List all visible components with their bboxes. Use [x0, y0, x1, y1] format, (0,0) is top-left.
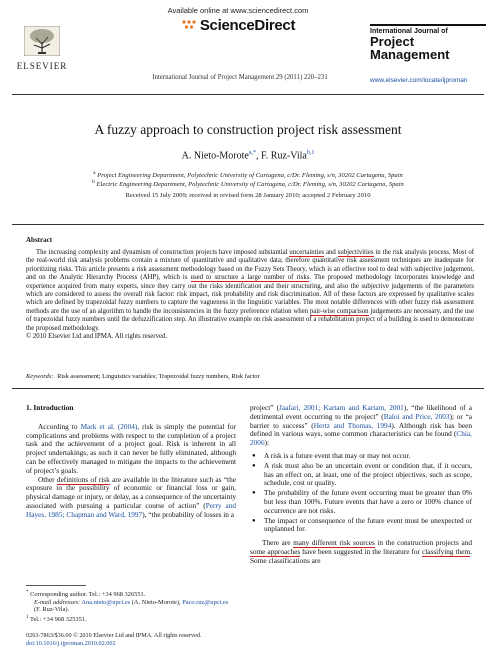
email-link-2[interactable]: Paco.ruz@upct.es: [182, 598, 229, 606]
elsevier-logo: [12, 26, 72, 71]
body-text: ):: [264, 438, 270, 448]
citation-link[interactable]: Jaafari, 2001; Kartam and Kartam, 2001: [279, 403, 404, 412]
author-separator: ,: [256, 150, 262, 162]
body-text: According to: [38, 421, 81, 431]
footnote-tel: [26, 614, 236, 624]
affiliation-a-label: a: [93, 170, 96, 176]
highlight-definitions: definitions of risk: [56, 474, 110, 484]
affiliation-a-text: Project Engineering Department, Polytechnic University of Cartagena, c/Dr. Fleming, s/n, 30202 Cartagena, Spain: [97, 172, 403, 180]
received-dates: Received 15 July 2009; received in revised form 28 January 2010; accepted 2 February 2010: [125, 192, 371, 199]
keywords: [26, 373, 474, 380]
body-text: Other: [38, 474, 57, 484]
author-list: [12, 150, 484, 161]
citation-link[interactable]: Mark et al. (2004): [80, 421, 138, 431]
footnote-emails: [26, 599, 236, 614]
available-online-text: Available online at www.sciencedirect.com: [167, 6, 309, 15]
journal-url-link[interactable]: www.elsevier.com/locate/ijproman: [370, 77, 468, 84]
highlight-uncertainties: uncertainties: [289, 249, 325, 256]
abstract-text: and: [324, 249, 338, 256]
footnote-text: (A. Nieto-Morote),: [130, 598, 183, 606]
elsevier-tree-icon: [24, 26, 60, 56]
abstract-text: judgements are necessary, and the use of trapezoidal fuzzy numbers until the defuzzification step. An illustrative example on risk assessment of a rehabilitation project of a building is used to demonstrate the proposed methodology.: [26, 307, 474, 332]
journal-citation: International Journal of Project Management 29 (2011) 220–231: [152, 74, 328, 81]
body-text: ), “the probability of losses in a: [142, 509, 235, 519]
abstract-top-divider: [12, 224, 484, 225]
abstract-text: The increasing complexity and dynamism of construction projects have imposed substantial: [36, 249, 290, 256]
journal-masthead: [370, 24, 486, 84]
footnote-mark: *: [26, 590, 29, 595]
journal-name-line1: International Journal of: [370, 28, 448, 35]
list-item: ● A risk is a future event that may or may not occur.: [250, 452, 472, 461]
abstract-paragraph: [26, 249, 474, 333]
body-text: ), “the likelihood of a detrimental event occurring to the project” (: [250, 403, 472, 421]
author-2: F. Ruz-Vila: [261, 150, 307, 162]
page-footer: [26, 632, 326, 647]
citation-link[interactable]: Perry and Hayes, 1985; Chapman and Ward, 1997: [26, 500, 237, 519]
highlight-approaches: some approaches: [250, 546, 301, 556]
keywords-label: Keywords:: [26, 373, 54, 380]
email-label: E-mail addresses:: [34, 598, 81, 606]
intro-paragraph-1: [26, 423, 236, 476]
body-text: There are: [262, 538, 294, 548]
abstract-text: in the risk analysis process. Most of the real-world risk analysis problems contain a mixture of quantitative and qualitative data; therefore quantitative risk assessment techniques are inadequate for prioritizing risks. This article presents a risk assessment methodology based on the Fuzzy Sets Theory, which is an effective tool to deal with subjective judgement, and on the Analytic Hierarchy Process (AHP), which is: [26, 249, 474, 282]
body-text: in the construction projects and: [374, 538, 472, 548]
footnotes: [26, 589, 236, 624]
intro-paragraph-3: [250, 404, 472, 448]
author-2-affil[interactable]: b,1: [306, 150, 315, 156]
sciencedirect-header: [148, 6, 328, 34]
abstract-body: [26, 249, 474, 341]
header-divider: [12, 94, 484, 95]
abstract-text: . The proposed methodology incorporates knowledge and experience acquired from many experts, since they carry out the risks identification and their structuring, and also the subjective judgements of the parameters which are considered to assess the overall risk factor: risk impact, risk probability and risk discrimination. All of these factors are expressed by qualitative scales which are defined by trapezoidal fuzzy numbers to capture the vagueness in the linguistic variables. The most notable differences with other fuzzy risk assessment methods are the use of an algorithm to handle the inconsistencies in the fuzzy preference relation when: [26, 274, 474, 315]
citation-link[interactable]: Baloi and Price, 2003: [383, 411, 450, 421]
risk-characteristics-list: [250, 452, 472, 534]
list-item: ● The impact or consequence of the future event must be unexpected or unplanned for.: [250, 517, 472, 535]
intro-paragraph-2: [26, 476, 236, 520]
issn-line: 0263-7863/$36.00 © 2010 Elsevier Ltd and IPMA. All rights reserved.: [26, 632, 202, 639]
article-title: A fuzzy approach to construction project risk assessment: [94, 122, 402, 137]
keywords-text: Risk assessment; Linguistics variables; Trapezoidal fuzzy numbers, Risk factor: [57, 373, 260, 380]
affiliation-b-text: Electric Engineering Department, Polytechnic University of Cartagena, c/Dr. Fleming, s/n, 30202 Cartagena, Spain: [96, 181, 404, 189]
body-text: . Some classifications are: [250, 546, 472, 565]
highlight-subjectivities: subjectivities: [337, 249, 374, 256]
right-column: [250, 404, 472, 566]
sciencedirect-mark-icon: [181, 19, 197, 31]
highlight-risk-sources: many different risk sources: [293, 538, 375, 548]
author-1: A. Nieto-Morote: [181, 150, 249, 162]
body-text: are available in the literature such as “the exposure to the possibility of economic or financial loss or gain, physical damage or injury, or delay, as a consequence of the uncertainty associated with pursuing a particular course of action” (: [26, 474, 236, 510]
publisher-name: ELSEVIER: [16, 61, 68, 71]
affiliation-b-label: b: [92, 179, 95, 185]
footnote-mark: 1: [26, 614, 29, 620]
highlight-pairwise: pair-wise comparison: [309, 307, 369, 315]
highlight-structure-risks: used to structure a large number of risks: [190, 274, 310, 282]
sciencedirect-logo: [148, 17, 328, 34]
footnote-rule: [26, 585, 86, 586]
footnote-text: Tel.: +34 968 325351.: [29, 616, 87, 624]
abstract-heading: Abstract: [26, 236, 53, 244]
footnote-corresponding: [26, 589, 236, 599]
body-text: have been suggested in the literature for: [300, 546, 422, 556]
body-text: ). Although risk has been defined in various ways, some common characteristics can be found (: [250, 420, 472, 439]
masthead-rule: [370, 24, 486, 26]
body-text: project” (: [250, 403, 280, 412]
list-item: ● A risk must also be an uncertain event or condition that, if it occurs, has an effect on, at least, one of the project objectives, such as scope, schedule, cost or quality.: [250, 462, 472, 488]
footnote-text: Corresponding author. Tel.: +34 968 326551.: [30, 591, 146, 599]
body-text: ); or “a barrier to success” (: [250, 411, 472, 430]
section-heading: 1. Introduction: [26, 403, 74, 412]
citation-link[interactable]: Chia, 2006: [250, 429, 472, 448]
affiliation-b: [12, 179, 484, 188]
citation-link[interactable]: Hertz and Thomas, 1994: [313, 420, 392, 430]
author-1-affil[interactable]: a,*: [248, 150, 257, 156]
list-item: ● The probability of the future event occurring must be greater than 0% but less than 100%. Future events that have a zero or 100% chance of occurrence are not risks.: [250, 489, 472, 515]
journal-name-line3: Management: [370, 47, 450, 62]
brand-name: ScienceDirect: [199, 17, 296, 34]
intro-paragraph-4: [250, 539, 472, 565]
affiliation-a: [12, 170, 484, 179]
abstract-bottom-divider: [12, 388, 484, 389]
left-column: [26, 404, 236, 520]
copyright-line: © 2010 Elsevier Ltd and IPMA. All rights reserved.: [26, 333, 168, 341]
body-text: , risk is simply the potential for complications and problems with respect to the completion of a project task and the achievement of a project goal. Risk is inherent in all project undertakings, as such it can never be fully eliminated, although can be effectively managed to mitigate the impacts to the achievement of project’s goals.: [26, 421, 237, 475]
footnote-text: (F. Ruz-Vila).: [34, 606, 70, 614]
journal-name-line2: Project: [370, 34, 415, 49]
highlight-classifying: classifying them: [421, 546, 471, 556]
email-link-1[interactable]: Ana.nieto@upct.es: [81, 598, 131, 606]
doi-link[interactable]: doi:10.1016/j.ijproman.2010.02.002: [26, 639, 116, 647]
